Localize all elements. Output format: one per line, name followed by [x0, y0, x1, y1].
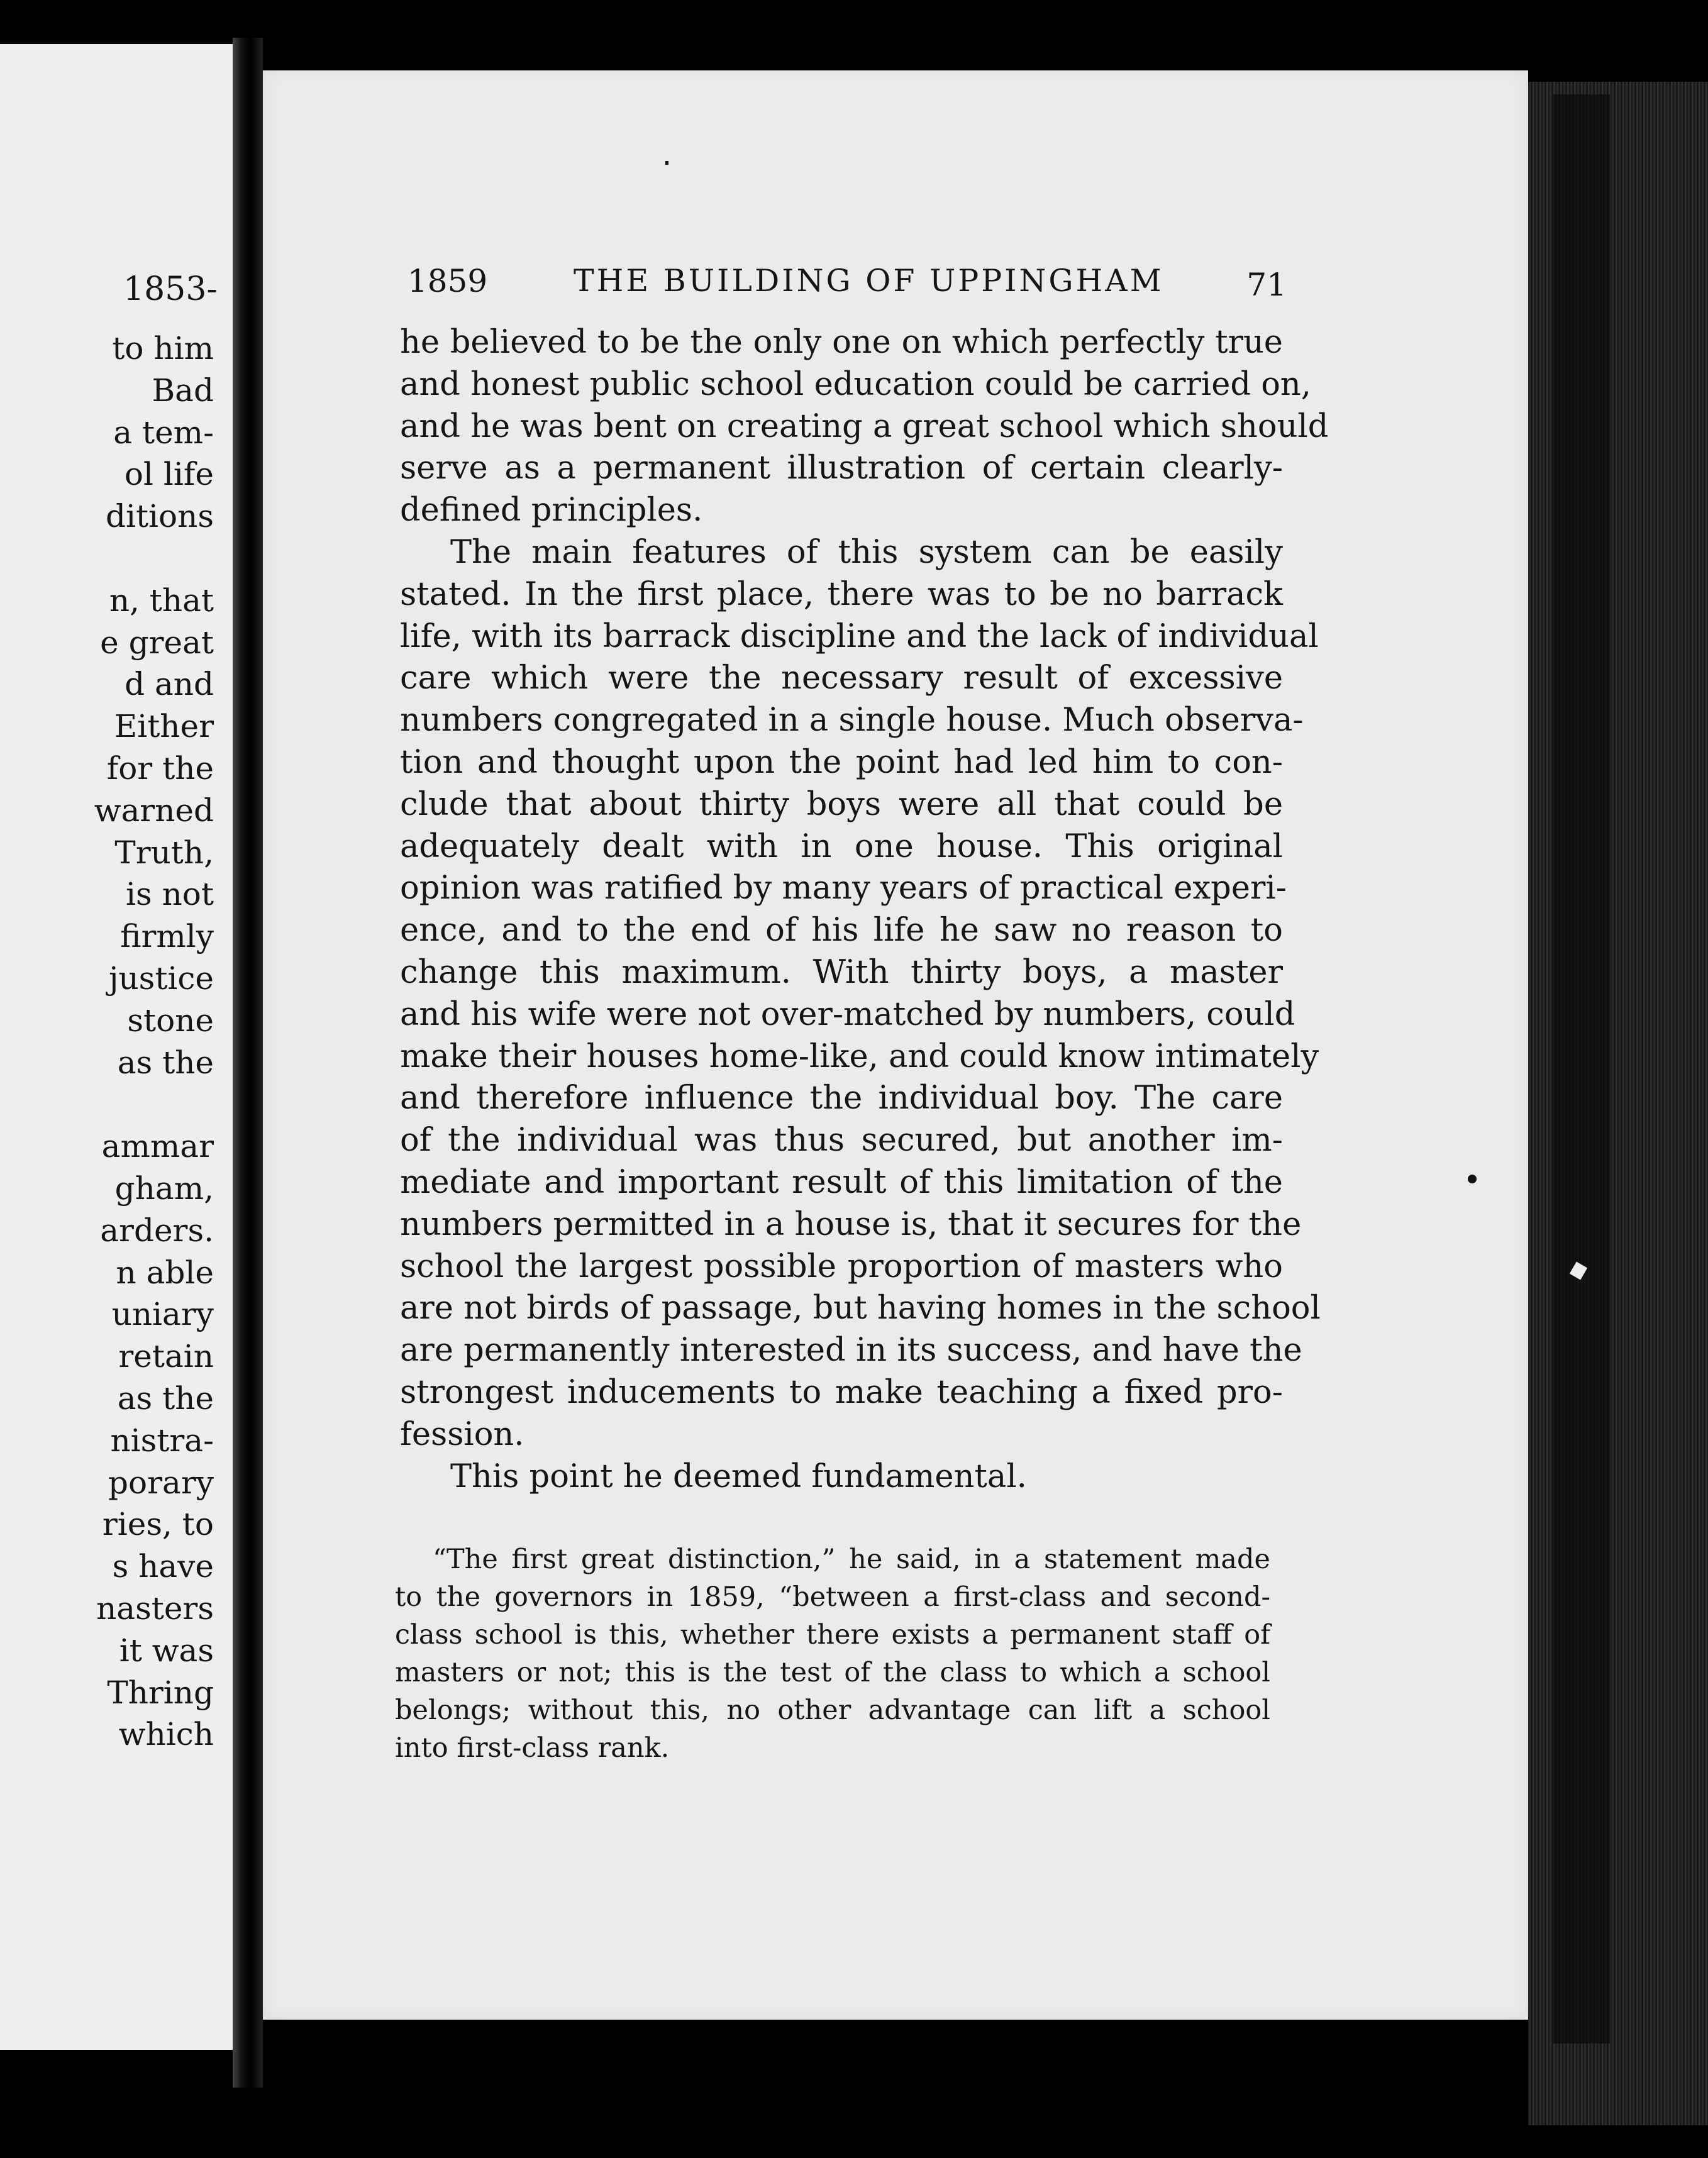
previous-page-line: warned: [94, 792, 214, 829]
body-line: of the individual was thus secured, but another im-: [400, 1122, 1283, 1159]
previous-page-line: it was: [119, 1632, 214, 1669]
previous-page-line: Truth,: [114, 834, 214, 871]
running-head-title: THE BUILDING OF UPPINGHAM: [574, 263, 1164, 299]
body-line: school the largest possible proportion of masters who: [400, 1248, 1283, 1285]
body-line: mediate and important result of this limitation of the: [400, 1163, 1283, 1201]
quote-line: masters or not; this is the test of the class to which a school: [395, 1657, 1270, 1688]
body-line: fession.: [400, 1415, 524, 1453]
previous-page-line: ries, to: [102, 1506, 214, 1543]
quotation-block: [395, 1541, 1270, 1767]
previous-page-line: Either: [114, 708, 214, 745]
body-line: clude that about thirty boys were all that could be: [400, 785, 1283, 823]
previous-page-line: for the: [106, 750, 214, 787]
body-line: tion and thought upon the point had led him to con-: [400, 743, 1283, 781]
page-number: 71: [1246, 267, 1287, 303]
previous-page-line: s have: [112, 1548, 214, 1585]
scan-speck: [1468, 1175, 1477, 1183]
body-line: care which were the necessary result of excessive: [400, 660, 1283, 697]
body-line: numbers permitted in a house is, that it secures for the: [400, 1205, 1302, 1243]
book-gutter: [233, 38, 263, 2088]
previous-page-line: d and: [125, 666, 214, 703]
body-line: The main features of this system can be easily: [450, 533, 1283, 571]
previous-page-line: nistra-: [110, 1422, 214, 1459]
body-line: life, with its barrack discipline and the lack of individual: [400, 617, 1319, 655]
previous-page-header: 1853-: [123, 270, 218, 308]
body-line: adequately dealt with in one house. This original: [400, 827, 1283, 865]
quote-line: class school is this, whether there exists a permanent staff of: [395, 1619, 1270, 1651]
body-text: [400, 322, 1329, 1498]
previous-page-line: arders.: [100, 1212, 214, 1249]
quote-line: into first-class rank.: [395, 1732, 670, 1764]
previous-page-line: as the: [117, 1044, 214, 1081]
previous-page-line: ammar: [101, 1128, 214, 1165]
body-line: stated. In the first place, there was to be no barrack: [400, 575, 1283, 613]
previous-page-line: retain: [118, 1338, 214, 1375]
page-edges-shadow: [1553, 94, 1610, 2044]
running-head: [408, 263, 1287, 313]
previous-page-line: to him: [112, 330, 214, 367]
previous-page-line: justice: [108, 960, 214, 997]
previous-page-line: firmly: [120, 918, 214, 955]
previous-page-line: n able: [116, 1254, 214, 1291]
previous-page-line: gham,: [114, 1170, 214, 1207]
body-line: are not birds of passage, but having homes in the school: [400, 1290, 1321, 1327]
previous-page-line: which: [118, 1716, 214, 1753]
body-line: make their houses home-like, and could know intimately: [400, 1038, 1319, 1075]
previous-page-line: Bad: [152, 372, 214, 409]
body-line: are permanently interested in its success, and have the: [400, 1332, 1302, 1370]
previous-page-line: ditions: [105, 498, 214, 535]
body-line: serve as a permanent illustration of certain clearly-: [400, 450, 1283, 487]
quote-line: to the governors in 1859, “between a first-class and second-: [395, 1581, 1270, 1613]
body-line: change this maximum. With thirty boys, a master: [400, 953, 1283, 991]
body-line: and his wife were not over-matched by numbers, could: [400, 995, 1295, 1033]
body-line: numbers congregated in a single house. Much observa-: [400, 702, 1304, 739]
previous-page-line: Thring: [107, 1674, 214, 1711]
body-line: and honest public school education could be carried on,: [400, 365, 1311, 403]
previous-page-line: a tem-: [113, 414, 214, 451]
previous-page-line: as the: [117, 1380, 214, 1417]
running-head-year: 1859: [408, 263, 488, 299]
previous-page-line: e great: [100, 624, 214, 661]
previous-page-line: ol life: [124, 456, 214, 493]
body-line: and therefore influence the individual boy. The care: [400, 1080, 1283, 1117]
quote-line: belongs; without this, no other advantage can lift a school: [395, 1695, 1270, 1726]
body-line: and he was bent on creating a great school which should: [400, 407, 1329, 445]
body-line: he believed to be the only one on which perfectly true: [400, 324, 1283, 361]
quote-line: “The first great distinction,” he said, in a statement made: [433, 1544, 1270, 1575]
scan-speck: [665, 161, 668, 165]
previous-page: [0, 44, 233, 2050]
body-line: This point he deemed fundamental.: [450, 1458, 1027, 1495]
previous-page-line: porary: [108, 1464, 214, 1501]
previous-page-line: uniary: [111, 1296, 214, 1333]
previous-page-line: nasters: [96, 1590, 214, 1627]
body-line: strongest inducements to make teaching a fixed pro-: [400, 1373, 1283, 1411]
body-line: opinion was ratified by many years of practical experi-: [400, 870, 1287, 907]
previous-page-line: stone: [127, 1002, 214, 1039]
body-line: defined principles.: [400, 492, 703, 529]
previous-page-line: n, that: [109, 582, 214, 619]
previous-page-line: is not: [126, 876, 214, 913]
body-line: ence, and to the end of his life he saw no reason to: [400, 912, 1283, 949]
